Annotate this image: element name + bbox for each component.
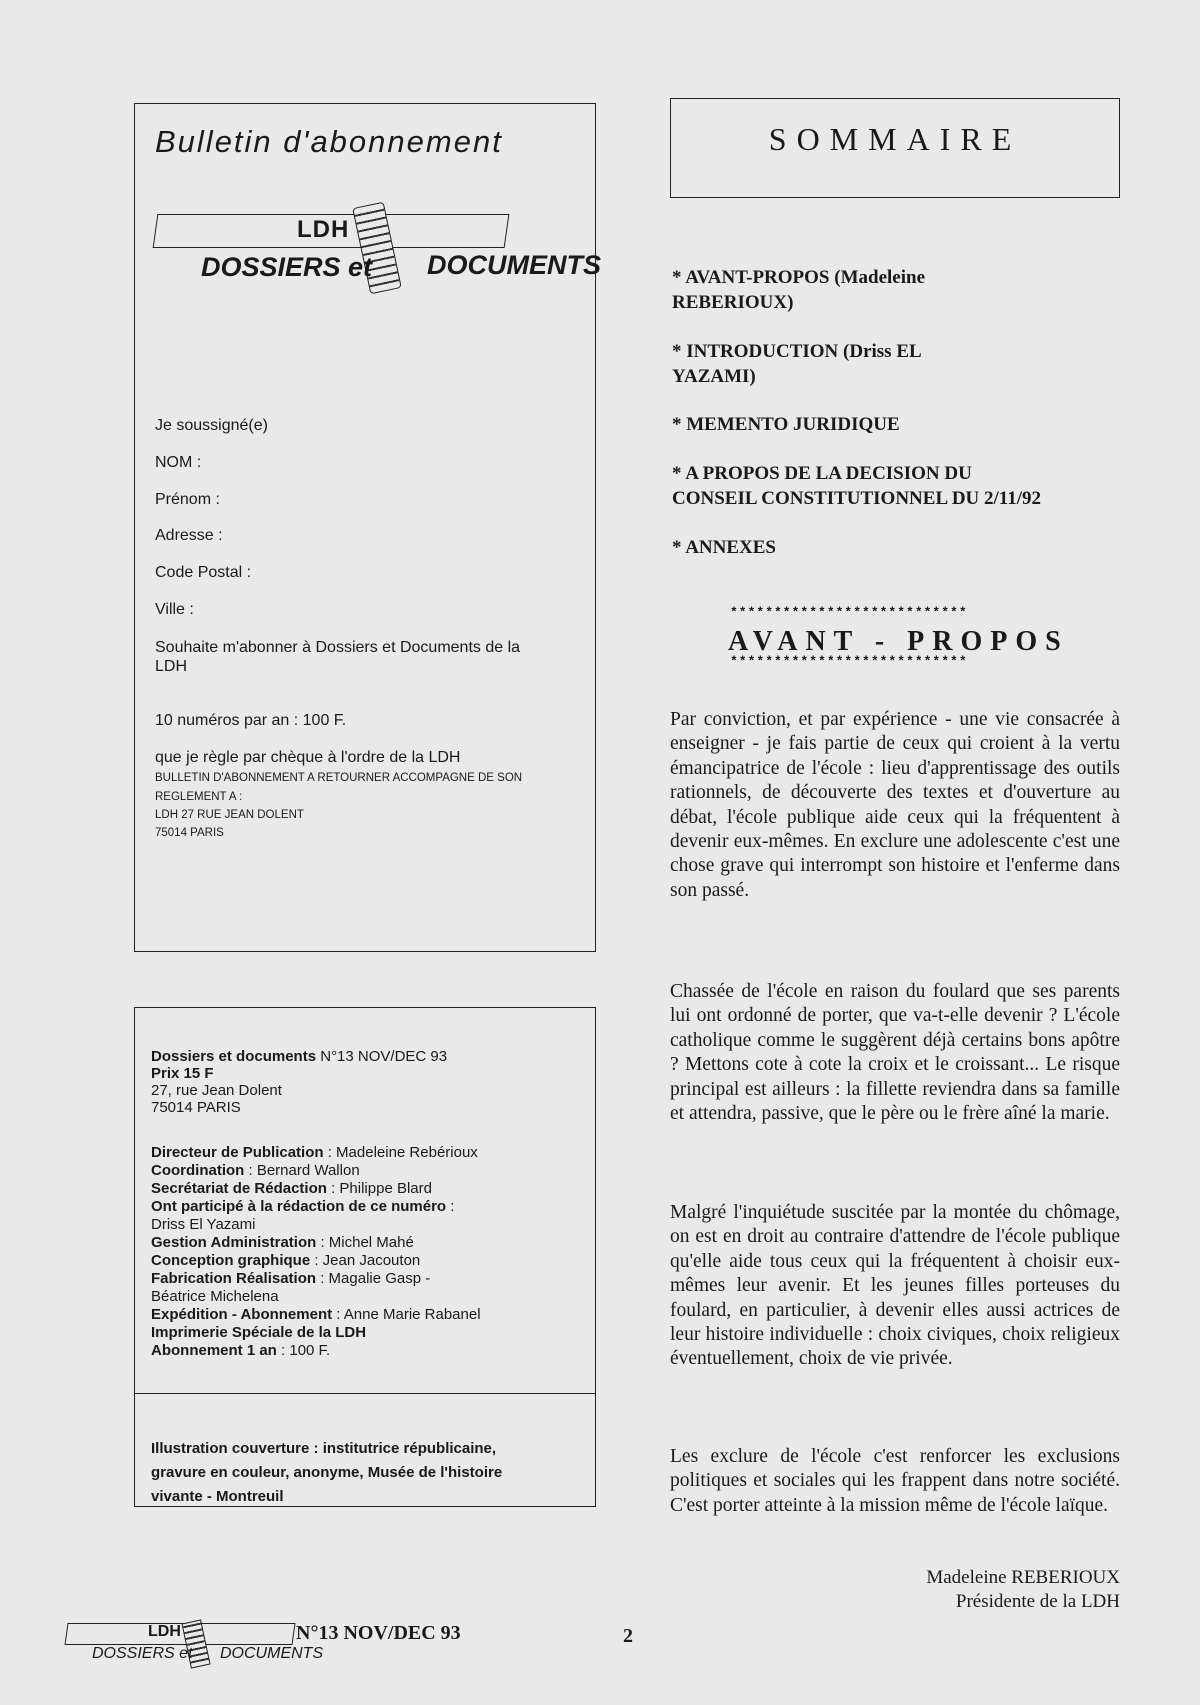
logo-ldh-text: LDH — [297, 216, 350, 243]
footer-logo — [62, 1621, 324, 1681]
credit-row: Ont participé à la rédaction de ce numéro : — [151, 1198, 455, 1215]
stars-bottom: *************************** — [730, 654, 968, 669]
form-line: Souhaite m'abonner à Dossiers et Documents de la — [155, 639, 521, 656]
form-line: Je soussigné(e) — [155, 417, 268, 434]
credit-row: Abonnement 1 an : 100 F. — [151, 1342, 331, 1359]
credits-divider — [135, 1393, 595, 1394]
ldh-logo — [149, 202, 601, 302]
paragraph: Les exclure de l'école c'est renforcer les exclusions politiques et sociales qui les frappent dans notre société. C'est porter atteinte à la mission même de l'école laïque. — [670, 1446, 1120, 1516]
illustration-credit: gravure en couleur, anonyme, Musée de l'histoire — [151, 1464, 503, 1481]
avant-propos-title: AVANT - PROPOS — [728, 626, 1069, 657]
footer-issue: N°13 NOV/DEC 93 — [296, 1622, 461, 1644]
credit-row: Directeur de Publication : Madeleine Rebérioux — [151, 1144, 478, 1161]
page-number: 2 — [623, 1625, 633, 1647]
toc-item: * A PROPOS DE LA DECISION DU CONSEIL CONSTITUTIONNEL DU 2/11/92 — [672, 463, 1042, 509]
signature-role: Présidente de la LDH — [955, 1591, 1120, 1612]
paragraph: Chassée de l'école en raison du foulard que ses parents lui ont ordonné de porter, que va-t-elle devenir ? L'école catholique comme le suggèrent déjà certains bons apôtre ? Mettons cote à cote la croix et le croissant... Le risque principal est ailleurs : la fillette reviendra dans sa famille et attendra, passive, que le père ou le frère aîné la marie. — [670, 981, 1120, 1125]
credits-box — [134, 1007, 596, 1507]
credits-title-line: Dossiers et documents N°13 NOV/DEC 93 — [151, 1048, 448, 1065]
form-line-price: 10 numéros par an : 100 F. — [155, 712, 347, 729]
sommaire-box — [670, 98, 1120, 198]
footer-logo-ldh: LDH — [148, 1623, 181, 1640]
form-field-code-postal: Code Postal : — [155, 564, 252, 581]
form-small-line: BULLETIN D'ABONNEMENT A RETOURNER ACCOMPAGNE DE SON — [155, 772, 523, 784]
credit-row: Gestion Administration : Michel Mahé — [151, 1234, 414, 1251]
credits-price: Prix 15 F — [151, 1065, 214, 1082]
credit-row: Driss El Yazami — [151, 1216, 256, 1233]
form-small-line: LDH 27 RUE JEAN DOLENT — [155, 809, 304, 821]
paragraph: Par conviction, et par expérience - une vie consacrée à enseigner - je fais partie de ceux qui croient à la vertu émancipatrice de l'école : lieu d'apprentissage des outils rationnels, de découverte des textes et d'ouverture au débat, l'école publique aide ceux qui la fréquentent à devenir eux-mêmes. En exclure une adolescente c'est une chose grave qui interrompt son histoire et l'enferme dans son passé. — [670, 709, 1120, 901]
credit-row: Coordination : Bernard Wallon — [151, 1162, 360, 1179]
subscription-form-box — [134, 103, 601, 952]
credit-row: Fabrication Réalisation : Magalie Gasp - — [151, 1270, 431, 1287]
credit-row: Béatrice Michelena — [151, 1288, 279, 1305]
footer-logo-documents: DOCUMENTS — [220, 1645, 324, 1662]
signature-name: Madeleine REBERIOUX — [926, 1567, 1120, 1588]
form-field-ville: Ville : — [155, 601, 194, 618]
illustration-credit: Illustration couverture : institutrice républicaine, — [151, 1440, 497, 1457]
stars-top: *************************** — [730, 605, 968, 620]
credits-address: 27, rue Jean Dolent — [151, 1082, 282, 1099]
credit-row: Imprimerie Spéciale de la LDH — [151, 1324, 367, 1341]
toc-item: * INTRODUCTION (Driss EL YAZAMI) — [672, 341, 922, 387]
form-small-line: 75014 PARIS — [155, 827, 224, 839]
paragraph: Malgré l'inquiétude suscitée par la montée du chômage, on est en droit au contraire d'attendre de l'école publique qu'elle aide tous ceux qui la fréquentent à choisir eux-mêmes leur avenir. Et les jeunes filles porteuses du foulard, en particulier, à devenir elles aussi actrices de leur histoire individuelle : choix civiques, choix religieux éventuellement, choix de vie privée. — [670, 1202, 1120, 1370]
subscription-title: Bulletin d'abonnement — [155, 124, 503, 159]
form-small-line: REGLEMENT A : — [155, 791, 243, 803]
credit-row: Expédition - Abonnement : Anne Marie Rabanel — [151, 1306, 481, 1323]
illustration-credit: vivante - Montreuil — [151, 1488, 284, 1505]
sommaire-title: SOMMAIRE — [768, 121, 1022, 157]
form-line: LDH — [155, 658, 188, 675]
credits-city: 75014 PARIS — [151, 1099, 241, 1116]
footer-logo-dossiers: DOSSIERS et — [92, 1645, 193, 1662]
toc-item: * MEMENTO JURIDIQUE — [672, 414, 900, 435]
credit-row: Secrétariat de Rédaction : Philippe Blard — [151, 1180, 432, 1197]
form-field-adresse: Adresse : — [155, 527, 223, 544]
toc-item: * AVANT-PROPOS (Madeleine REBERIOUX) — [672, 267, 926, 313]
credit-row: Conception graphique : Jean Jacouton — [151, 1252, 421, 1269]
toc-item: * ANNEXES — [672, 537, 776, 558]
logo-dossiers-text: DOSSIERS et — [201, 252, 373, 282]
logo-documents-text: DOCUMENTS — [427, 250, 601, 280]
form-field-prenom: Prénom : — [155, 491, 220, 508]
form-line-payment: que je règle par chèque à l'ordre de la LDH — [155, 749, 461, 766]
form-field-nom: NOM : — [155, 454, 202, 471]
